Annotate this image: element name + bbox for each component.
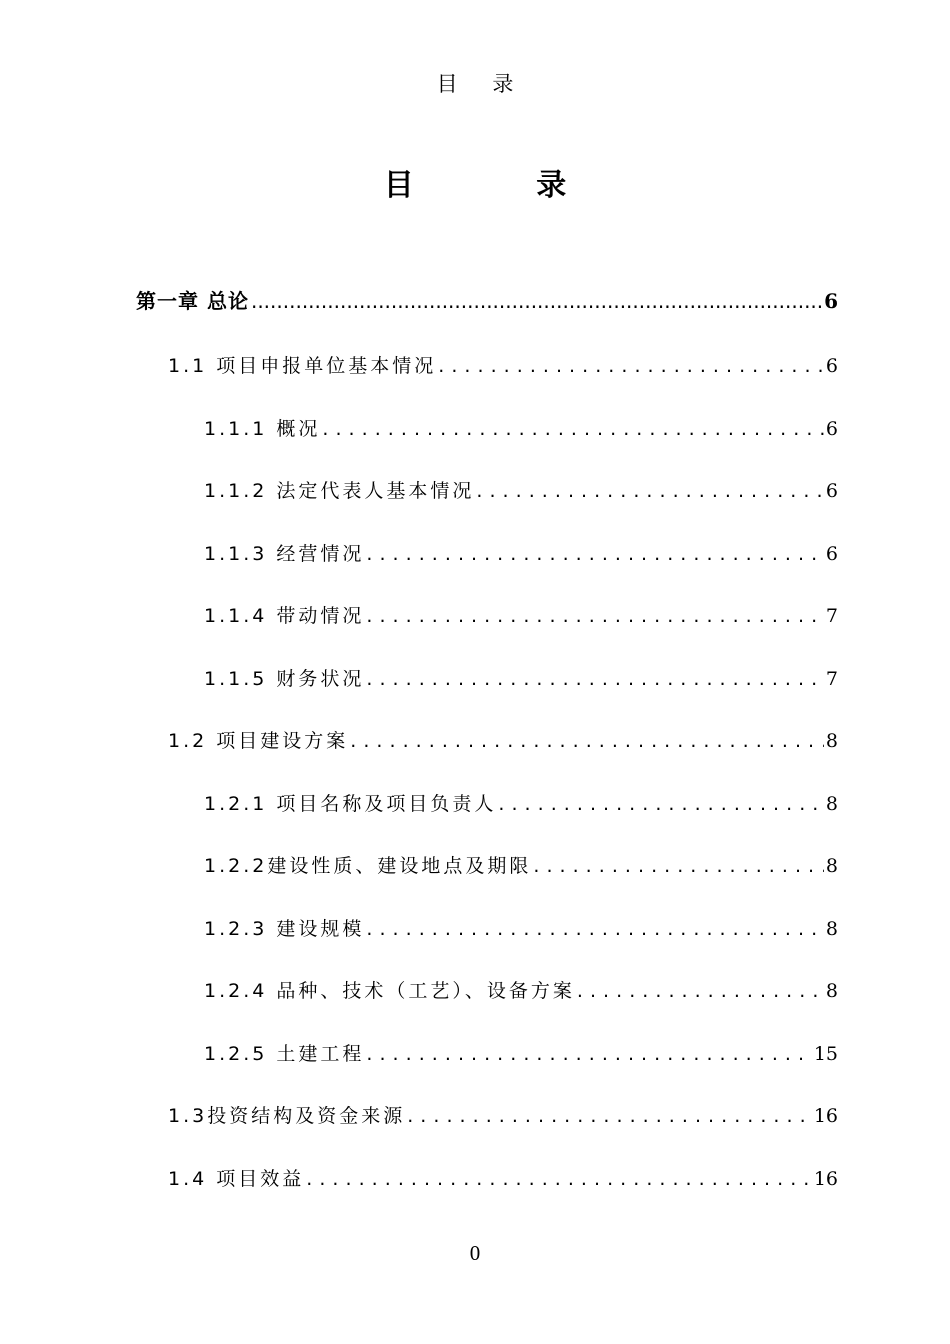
toc-entry-label: 1.2.2建设性质、建设地点及期限	[204, 855, 532, 877]
toc-entry[interactable]	[136, 285, 838, 314]
page-header: 目 录	[436, 72, 528, 96]
toc-entry-page: 8	[825, 855, 838, 877]
toc-entry-label: 1.1.4 带动情况	[204, 605, 365, 627]
toc-entry[interactable]	[168, 1101, 838, 1128]
toc-entry-page: 6	[824, 289, 838, 313]
toc-entry[interactable]	[204, 664, 838, 691]
toc-entry[interactable]	[204, 851, 838, 878]
toc-entry-label: 1.2.4 品种、技术（工艺）、设备方案	[204, 980, 575, 1002]
dot-leader	[366, 918, 824, 940]
page-number: 0	[469, 1241, 481, 1265]
toc-entry-label: 第一章 总论	[136, 289, 249, 313]
dot-leader	[407, 1105, 812, 1127]
toc-entry-label: 1.1 项目申报单位基本情况	[168, 355, 437, 377]
toc-entry-label: 1.2.5 土建工程	[204, 1043, 365, 1065]
toc-entry[interactable]	[204, 601, 838, 628]
dot-leader	[251, 289, 822, 313]
dot-leader	[366, 543, 824, 565]
dot-leader	[306, 1168, 812, 1190]
toc-entry-label: 1.2.3 建设规模	[204, 918, 365, 940]
toc-entry-label: 1.1.5 财务状况	[204, 668, 365, 690]
toc-entry-label: 1.4 项目效益	[168, 1168, 305, 1190]
dot-leader	[366, 1043, 811, 1065]
toc-entry[interactable]	[204, 789, 838, 816]
toc-entry-label: 1.2 项目建设方案	[168, 730, 349, 752]
dot-leader	[476, 480, 824, 502]
toc-entry-label: 1.1.1 概况	[204, 418, 321, 440]
toc-entry-page: 6	[825, 480, 838, 502]
toc-entry-page: 7	[825, 668, 838, 690]
toc-entry-page: 7	[825, 605, 838, 627]
toc-entry-page: 16	[813, 1105, 838, 1127]
toc-entry-page: 8	[825, 918, 838, 940]
dot-leader	[366, 605, 824, 627]
toc-entry[interactable]	[168, 1164, 838, 1191]
dot-leader	[533, 855, 824, 877]
toc-entry-page: 15	[813, 1043, 838, 1065]
toc-entry-label: 1.1.2 法定代表人基本情况	[204, 480, 475, 502]
dot-leader	[322, 418, 824, 440]
toc-entry-page: 8	[825, 980, 838, 1002]
dot-leader	[498, 793, 824, 815]
toc-entry[interactable]	[204, 914, 838, 941]
toc-entry-label: 1.1.3 经营情况	[204, 543, 365, 565]
dot-leader	[350, 730, 824, 752]
toc-entry[interactable]	[168, 726, 838, 753]
dot-leader	[577, 980, 824, 1002]
toc-entry[interactable]	[204, 976, 838, 1003]
dot-leader	[438, 355, 824, 377]
toc-entry[interactable]	[204, 476, 838, 503]
toc-entry-page: 16	[813, 1168, 838, 1190]
toc-entry-page: 6	[825, 418, 838, 440]
toc-entry-page: 8	[825, 730, 838, 752]
toc-entry-label: 1.2.1 项目名称及项目负责人	[204, 793, 497, 815]
toc-entry-page: 6	[825, 543, 838, 565]
toc-title: 目 录	[383, 168, 623, 203]
dot-leader	[366, 668, 824, 690]
toc-entry[interactable]	[168, 351, 838, 378]
toc-entry-label: 1.3投资结构及资金来源	[168, 1105, 406, 1127]
toc-entry-page: 8	[825, 793, 838, 815]
toc-entry[interactable]	[204, 539, 838, 566]
toc-entry-page: 6	[825, 355, 838, 377]
toc-entry[interactable]	[204, 1039, 838, 1066]
toc-entry[interactable]	[204, 414, 838, 441]
